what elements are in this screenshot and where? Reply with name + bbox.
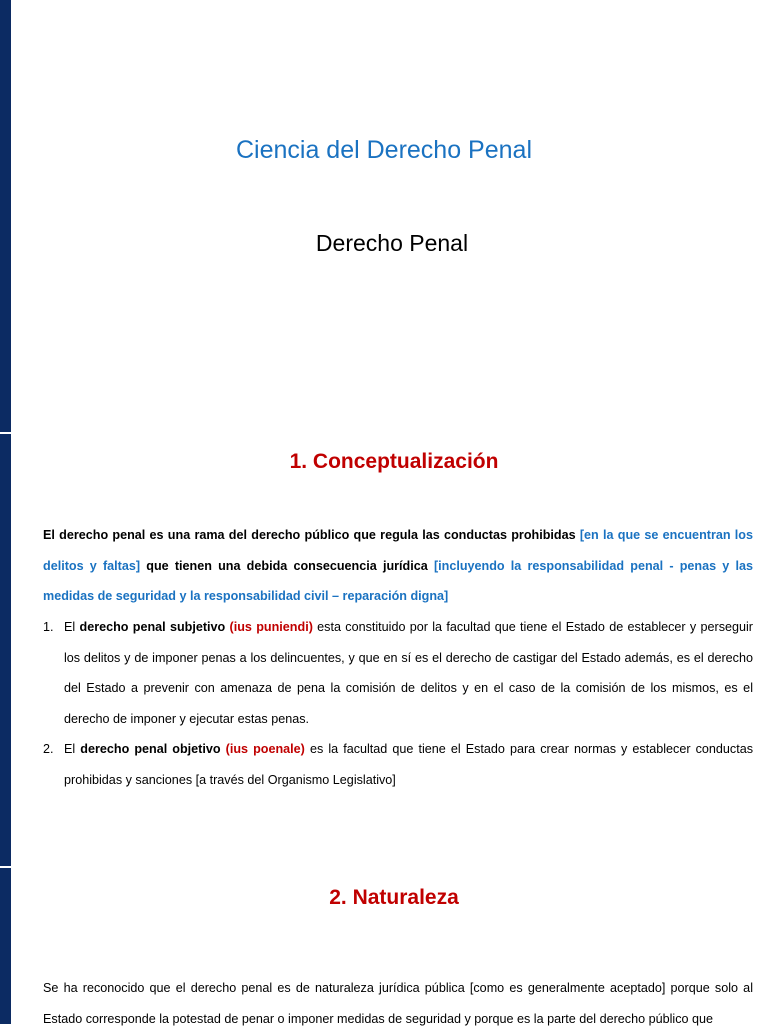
margin-bar-divider <box>0 432 11 434</box>
list-item-text: esta constituido por la facultad que tiene el Estado de establecer y perseguir los delitos y de imponer penas a los delincuentes, y que en sí es el derecho de castigar del Estado además, es el derecho del Estado a prevenir con amenaza de pena la comisión de delitos y en el caso de la comisión de los mismos, es el derecho de imponer y ejecutar estas penas. <box>64 620 754 726</box>
list-item-number: 1. <box>43 620 54 634</box>
intro-text: El derecho penal es una rama del derecho público que regula las conductas prohibidas <box>43 528 580 542</box>
list-item-text: El <box>64 620 80 634</box>
list-item <box>43 612 753 734</box>
list-item-number: 2. <box>43 742 54 756</box>
list-item-text: El <box>64 742 81 756</box>
section-heading-naturaleza: 2. Naturaleza <box>329 886 459 909</box>
margin-bar-divider <box>0 866 11 868</box>
definition-list <box>43 612 753 795</box>
document-subtitle: Derecho Penal <box>315 230 469 256</box>
intro-bracket-responsabilidad: [incluyendo la responsabilidad penal - penas y las medidas de seguridad y la responsabilidad civil – reparación digna] <box>43 558 753 603</box>
intro-bracket-delitos: [en la que se encuentran los delitos y faltas] <box>43 528 753 573</box>
document-title: Ciencia del Derecho Penal <box>235 136 532 164</box>
list-item-term: derecho penal objetivo <box>80 742 221 756</box>
list-item-latin-term: (ius puniendi) <box>229 620 313 634</box>
list-item-text: es la facultad que tiene el Estado para crear normas y establecer conductas prohibidas y sanciones [a través del Organismo Legislativo] <box>64 742 754 787</box>
list-item-term: derecho penal subjetivo <box>79 620 226 634</box>
naturaleza-paragraph: Se ha reconocido que el derecho penal es de naturaleza jurídica pública [como es generalmente aceptado] porque solo al Estado corresponde la potestad de penar o imponer medidas de seguridad y porque es la parte del derecho público que <box>43 981 753 1026</box>
section-heading-conceptualizacion: 1. Conceptualización <box>289 450 499 473</box>
intro-text: que tienen una debida consecuencia jurídica <box>140 558 434 573</box>
intro-paragraph <box>43 520 753 612</box>
list-item-latin-term: (ius poenale) <box>225 742 305 756</box>
list-item <box>43 734 753 795</box>
